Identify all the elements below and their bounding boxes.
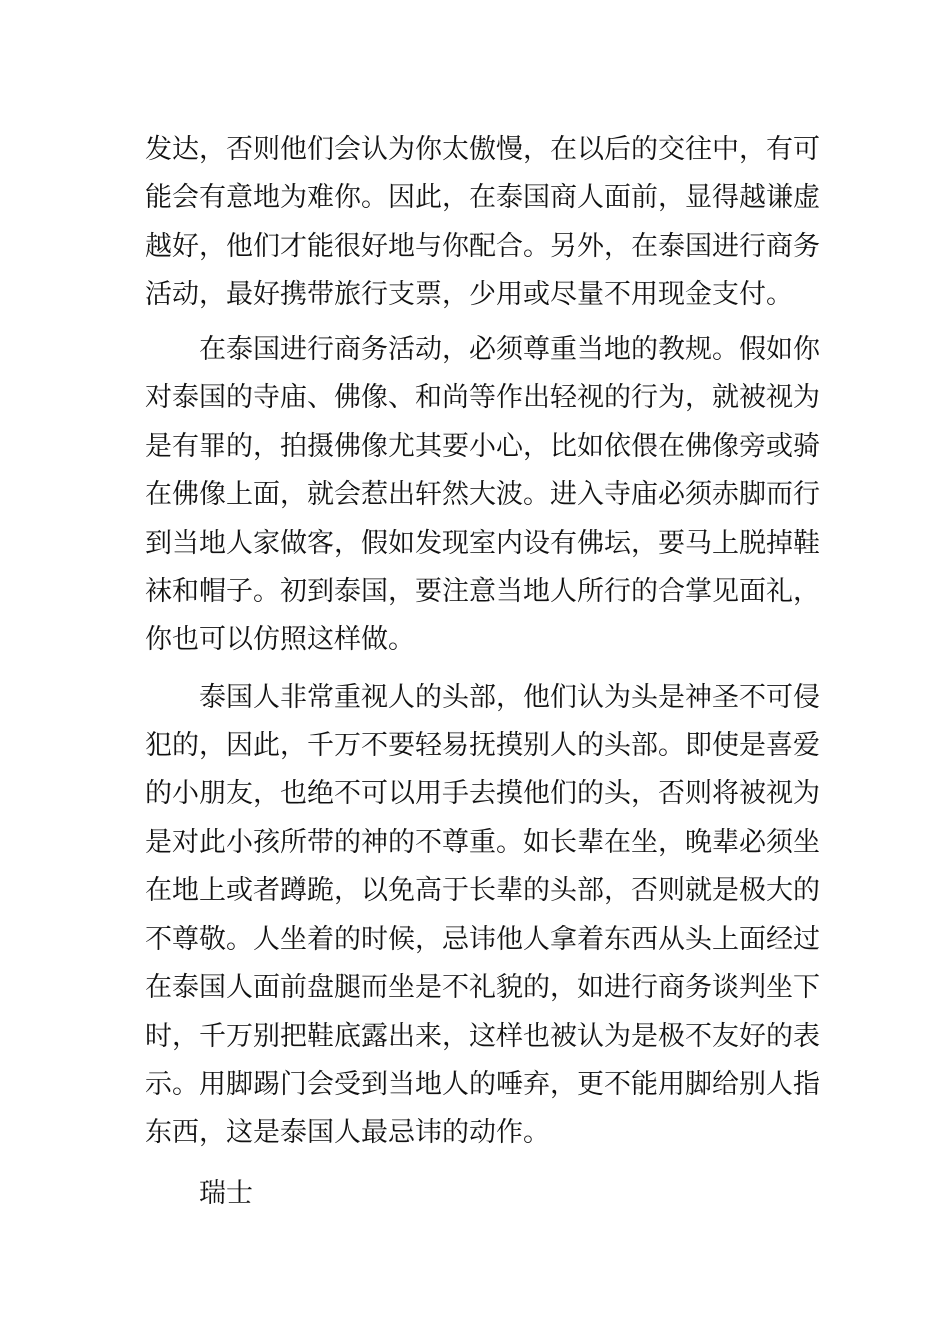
- paragraph-line: 东西，这是泰国人最忌讳的动作。: [145, 1117, 550, 1148]
- paragraph-line: 在泰国进行商务活动，必须尊重当地的教规。假如你: [199, 334, 820, 365]
- paragraph-line: 的小朋友，也绝不可以用手去摸他们的头，否则将被视为: [145, 778, 820, 809]
- paragraph-line: 在泰国人面前盘腿而坐是不礼貌的，如进行商务谈判坐下: [145, 972, 820, 1003]
- paragraph-line: 在地上或者蹲跪，以免高于长辈的头部，否则就是极大的: [145, 875, 820, 906]
- paragraph-line: 能会有意地为难你。因此，在泰国商人面前，显得越谦虚: [145, 182, 820, 213]
- paragraph-line: 时，千万别把鞋底露出来，这样也被认为是极不友好的表: [145, 1021, 820, 1052]
- paragraph-line: 越好，他们才能很好地与你配合。另外，在泰国进行商务: [145, 231, 820, 262]
- paragraph-line: 袜和帽子。初到泰国，要注意当地人所行的合掌见面礼，: [145, 576, 820, 607]
- paragraph-line: 对泰国的寺庙、佛像、和尚等作出轻视的行为，就被视为: [145, 382, 820, 413]
- paragraph-line: 活动，最好携带旅行支票，少用或尽量不用现金支付。: [145, 279, 793, 310]
- paragraph-line: 泰国人非常重视人的头部，他们认为头是神圣不可侵: [199, 682, 820, 713]
- paragraph-line: 在佛像上面，就会惹出轩然大波。进入寺庙必须赤脚而行: [145, 479, 820, 510]
- paragraph-line: 犯的，因此，千万不要轻易抚摸别人的头部。即使是喜爱: [145, 730, 820, 761]
- paragraph-line: 你也可以仿照这样做。: [145, 624, 415, 655]
- paragraph-line: 发达，否则他们会认为你太傲慢，在以后的交往中，有可: [145, 134, 820, 165]
- paragraph-line: 是有罪的，拍摄佛像尤其要小心，比如依偎在佛像旁或骑: [145, 431, 820, 462]
- paragraph-line: 示。用脚踢门会受到当地人的唾弃，更不能用脚给别人指: [145, 1069, 820, 1100]
- paragraph-line: 到当地人家做客，假如发现室内设有佛坛，要马上脱掉鞋: [145, 528, 820, 559]
- paragraph-line: 是对此小孩所带的神的不尊重。如长辈在坐，晚辈必须坐: [145, 827, 820, 858]
- section-heading: 瑞士: [199, 1178, 253, 1209]
- paragraph-line: 不尊敬。人坐着的时候，忌讳他人拿着东西从头上面经过: [145, 924, 820, 955]
